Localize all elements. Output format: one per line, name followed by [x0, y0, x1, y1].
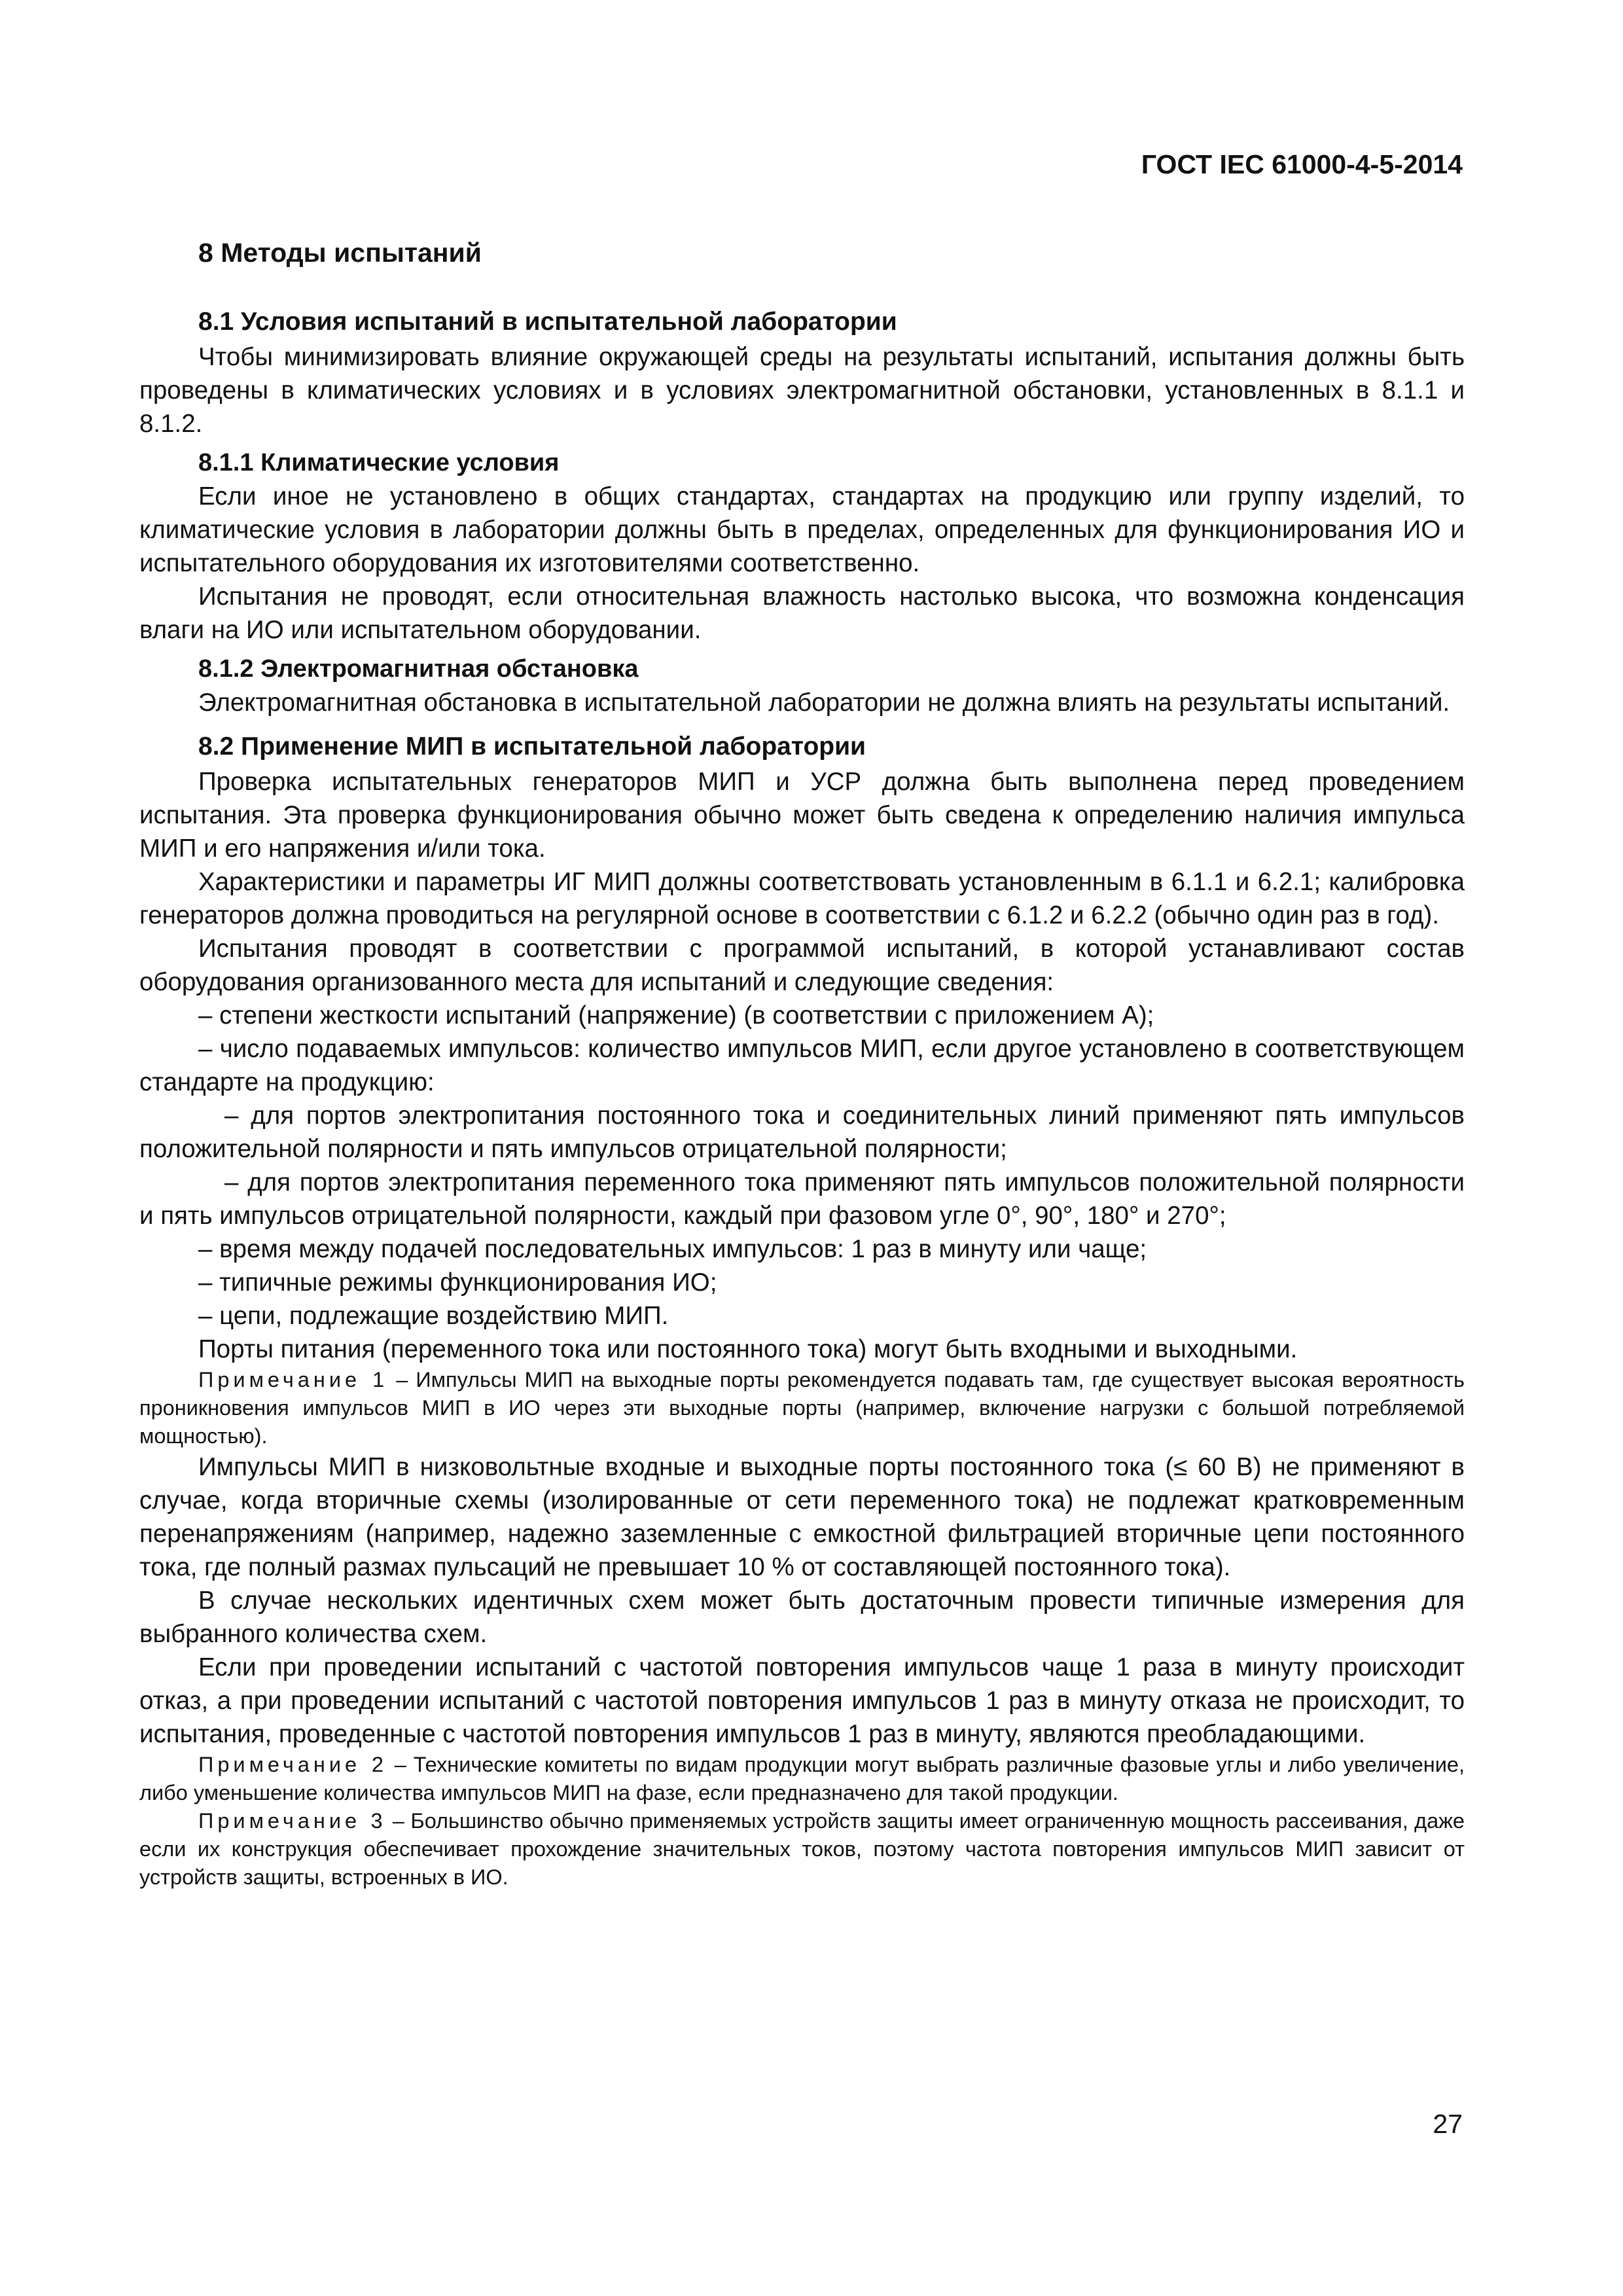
document-header: ГОСТ IEC 61000-4-5-2014: [1141, 149, 1463, 179]
note-label: Примечание 3: [198, 1809, 387, 1833]
subsection-title-8-1-2: 8.1.2 Электромагнитная обстановка: [198, 655, 639, 683]
paragraph: Характеристики и параметры ИГ МИП должны соответствовать установленным в 6.1.1 и 6.2.1; калибровка генераторов должна проводиться на регулярной основе в соответствии с 6.1.2 и 6.2.2 (обычно один раз в год).: [139, 868, 1465, 929]
subsection-title-8-2: 8.2 Применение МИП в испытательной лаборатории: [198, 732, 866, 761]
page-number: 27: [1433, 2109, 1463, 2139]
paragraph: Проверка испытательных генераторов МИП и УСР должна быть выполнена перед проведением испытания. Эта проверка функционирования обычно может быть сведена к определению наличия импульса МИП и его напряжения и/или тока.: [139, 768, 1465, 863]
paragraph: Чтобы минимизировать влияние окружающей среды на результаты испытаний, испытания должны быть проведены в климатических условиях и в условиях электромагнитной обстановки, установленных в 8.1.1 и 8.1.2.: [139, 343, 1465, 438]
note-text: – Импульсы МИП на выходные порты рекомендуется подавать там, где существует высокая вероятность проникновения импульсов МИП в ИО через эти выходные порты (например, включение нагрузки с большой потребляемой мощностью).: [139, 1368, 1465, 1448]
paragraph: Импульсы МИП в низковольтные входные и выходные порты постоянного тока (≤ 60 В) не применяют в случае, когда вторичные схемы (изолированные от сети переменного тока) не подлежат кратковременным перенапряжениям (например, надежно заземленные с емкостной фильтрацией вторичные цепи постоянного тока, где полный размах пульсаций не превышает 10 % от составляющей постоянного тока).: [139, 1453, 1465, 1581]
list-item: – типичные режимы функционирования ИО;: [198, 1268, 717, 1297]
note-text: – Большинство обычно применяемых устройств защиты имеет ограниченную мощность рассеивания, даже если их конструкция обеспечивает прохождение значительных токов, поэтому частота повторения импульсов МИП зависит от устройств защиты, встроенных в ИО.: [139, 1809, 1465, 1889]
note-2: [139, 1751, 1465, 1807]
subsection-title-8-1-1: 8.1.1 Климатические условия: [198, 449, 560, 476]
list-item: – цепи, подлежащие воздействию МИП.: [198, 1302, 669, 1330]
subsection-title-8-1: 8.1 Условия испытаний в испытательной лаборатории: [198, 308, 897, 336]
note-label: Примечание 2: [198, 1753, 387, 1776]
paragraph: Если при проведении испытаний с частотой повторения импульсов чаще 1 раза в минуту происходит отказ, а при проведении испытаний с частотой повторения импульсов 1 раз в минуту отказа не происходит, то испытания, проведенные с частотой повторения импульсов 1 раз в минуту, являются преобладающими.: [139, 1653, 1465, 1748]
note-1: [139, 1366, 1465, 1450]
list-item: – число подаваемых импульсов: количество импульсов МИП, если другое установлено в соответствующем стандарте на продукцию:: [139, 1035, 1465, 1096]
paragraph: Испытания не проводят, если относительная влажность настолько высока, что возможна конденсация влаги на ИО или испытательном оборудовании.: [139, 583, 1465, 644]
note-text: – Технические комитеты по видам продукции могут выбрать различные фазовые углы и либо увеличение, либо уменьшение количества импульсов МИП на фазе, если предназначено для такой продукции.: [139, 1753, 1465, 1804]
paragraph: Порты питания (переменного тока или постоянного тока) могут быть входными и выходными.: [198, 1335, 1298, 1363]
note-label: Примечание 1: [198, 1368, 389, 1391]
section-title: 8 Методы испытаний: [198, 238, 482, 268]
page-body: [139, 234, 1465, 1892]
list-item: – время между подачей последовательных импульсов: 1 раз в минуту или чаще;: [198, 1235, 1147, 1263]
paragraph: В случае нескольких идентичных схем может быть достаточным провести типичные измерения для выбранного количества схем.: [139, 1587, 1465, 1648]
sublist-item: – для портов электропитания переменного тока применяют пять импульсов положительной полярности и пять импульсов отрицательной полярности, каждый при фазовом угле 0°, 90°, 180° и 270°;: [139, 1168, 1465, 1230]
note-3: [139, 1807, 1465, 1892]
paragraph: Если иное не установлено в общих стандартах, стандартах на продукцию или группу изделий, то климатические условия в лаборатории должны быть в пределах, определенных для функционирования ИО и испытательного оборудования их изготовителями соответственно.: [139, 482, 1465, 577]
sublist-item: – для портов электропитания постоянного тока и соединительных линий применяют пять импульсов положительной полярности и пять импульсов отрицательной полярности;: [139, 1102, 1465, 1163]
paragraph: Электромагнитная обстановка в испытательной лаборатории не должна влиять на результаты испытаний.: [198, 689, 1450, 717]
paragraph: Испытания проводят в соответствии с программой испытаний, в которой устанавливают состав оборудования организованного места для испытаний и следующие сведения:: [139, 935, 1465, 996]
list-item: – степени жесткости испытаний (напряжение) (в соответствии с приложением А);: [198, 1001, 1154, 1030]
